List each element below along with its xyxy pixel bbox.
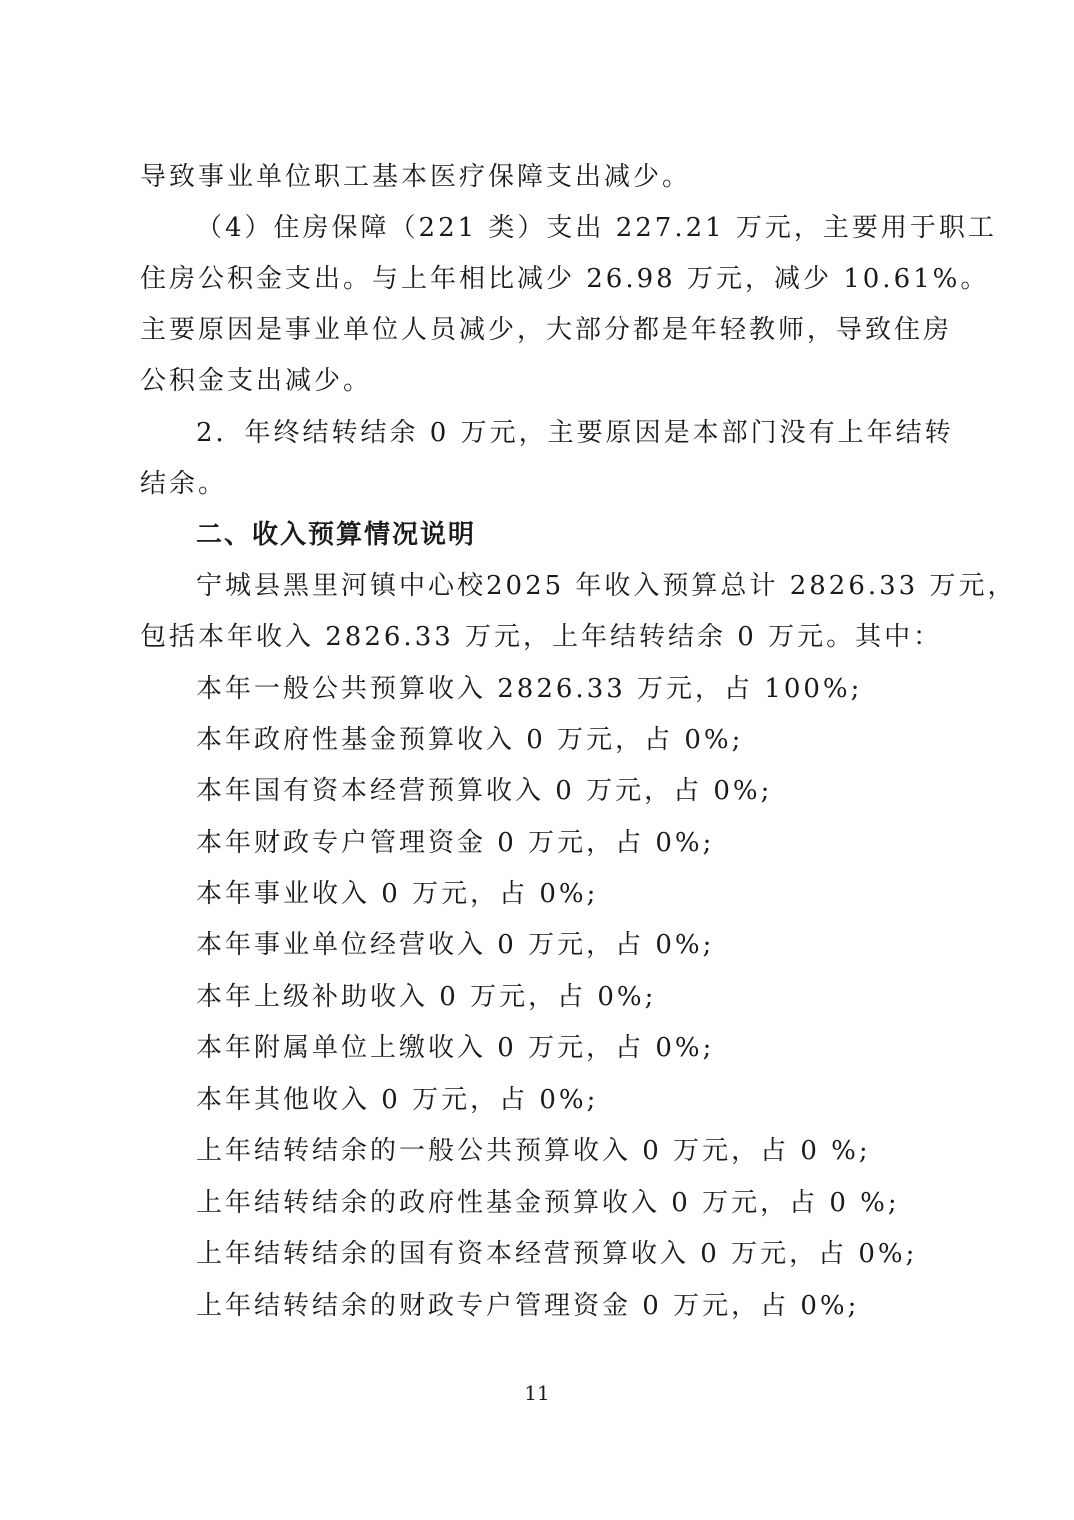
list-item: 本年国有资本经营预算收入 0 万元，占 0%; [196,776,773,806]
list-item: 本年财政专户管理资金 0 万元，占 0%; [196,828,715,858]
list-item: 本年一般公共预算收入 2826.33 万元，占 100%; [196,674,863,704]
paragraph-line: （4）住房保障（221 类）支出 227.21 万元，主要用于职工 [196,213,997,243]
list-item: 上年结转结余的一般公共预算收入 0 万元，占 0 %; [196,1136,871,1166]
paragraph-line: 宁城县黑里河镇中心校2025 年收入预算总计 2826.33 万元， [196,571,1017,601]
list-item: 上年结转结余的财政专户管理资金 0 万元，占 0%; [196,1291,860,1321]
list-item: 上年结转结余的国有资本经营预算收入 0 万元，占 0%; [196,1239,918,1269]
paragraph-line: 2．年终结转结余 0 万元，主要原因是本部门没有上年结转 [196,418,954,448]
page-number: 11 [524,1381,550,1405]
paragraph-line: 导致事业单位职工基本医疗保障支出减少。 [140,162,692,192]
list-item: 本年政府性基金预算收入 0 万元，占 0%; [196,725,744,755]
list-item: 上年结转结余的政府性基金预算收入 0 万元，占 0 %; [196,1188,900,1218]
paragraph-line: 主要原因是事业单位人员减少，大部分都是年轻教师，导致住房 [140,315,953,345]
list-item: 本年其他收入 0 万元，占 0%; [196,1085,599,1115]
paragraph-line: 结余。 [140,469,228,499]
paragraph-line: 住房公积金支出。与上年相比减少 26.98 万元，减少 10.61%。 [140,264,990,294]
list-item: 本年事业收入 0 万元，占 0%; [196,879,599,909]
list-item: 本年事业单位经营收入 0 万元，占 0%; [196,930,715,960]
paragraph-line: 包括本年收入 2826.33 万元，上年结转结余 0 万元。其中： [140,622,943,652]
paragraph-line: 公积金支出减少。 [140,366,373,396]
list-item: 本年附属单位上缴收入 0 万元，占 0%; [196,1033,715,1063]
section-heading: 二、收入预算情况说明 [196,520,477,550]
list-item: 本年上级补助收入 0 万元，占 0%; [196,982,657,1012]
